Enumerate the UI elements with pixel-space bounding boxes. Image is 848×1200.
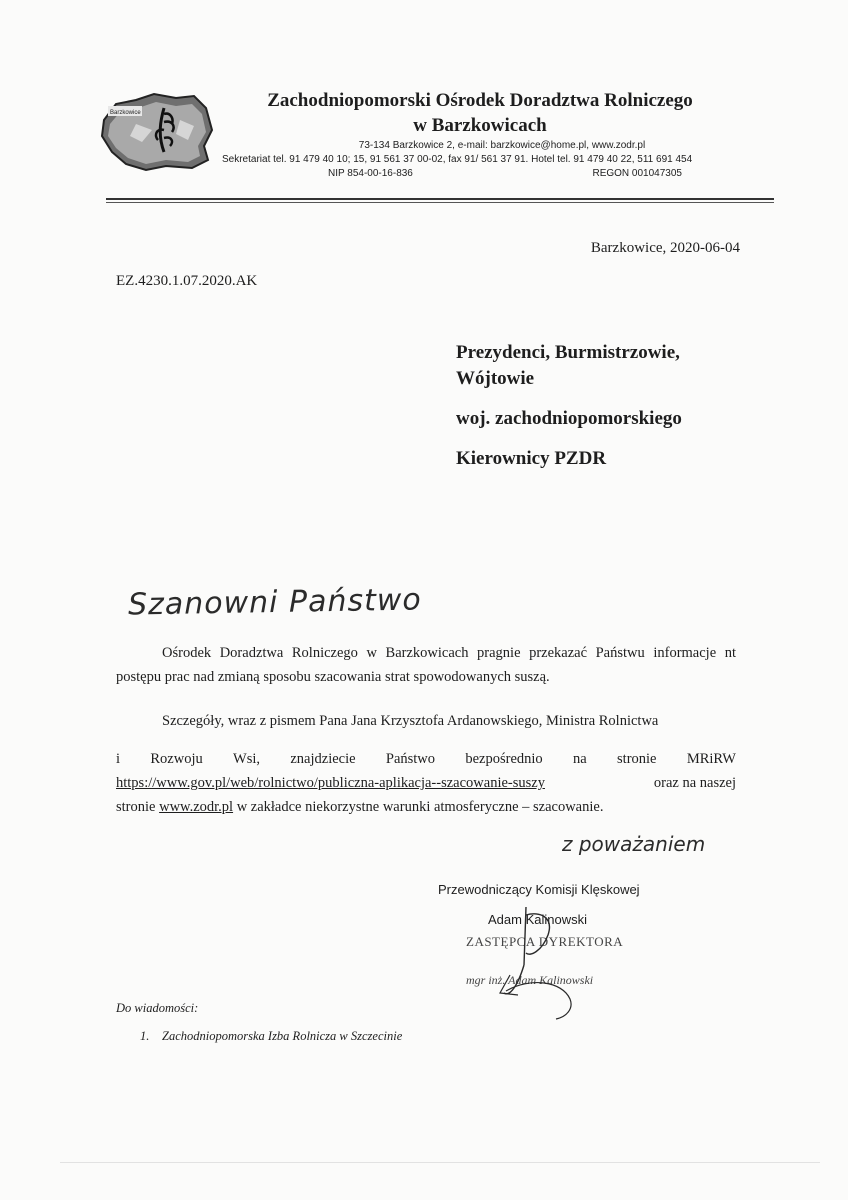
stamp-name: mgr inż. Adam Kalinowski (466, 973, 594, 987)
organization-name-line1: Zachodniopomorski Ośrodek Doradztwa Rolniczego (267, 90, 693, 111)
addressee-line: Kierownicy PZDR (456, 448, 607, 469)
word: bezpośrednio (465, 751, 543, 767)
nip-number: NIP 854-00-16-836 (328, 168, 413, 179)
handwritten-signature (470, 905, 650, 1025)
handwritten-closing: z poważaniem (562, 832, 706, 856)
signatory-title: Przewodniczący Komisji Klęskowej (438, 882, 640, 897)
word: stronie (617, 751, 657, 767)
word: znajdziecie (290, 751, 356, 767)
paragraph-text: oraz na naszej (653, 775, 736, 791)
footer-divider (60, 1162, 820, 1163)
signatory-name: Adam Kalinowski (488, 912, 587, 927)
paragraph-line (116, 747, 736, 771)
header-divider (106, 198, 774, 200)
contact-block (222, 139, 762, 181)
stamp-position: ZASTĘPCA DYREKTORA (466, 934, 624, 949)
address-email-line: 73-134 Barzkowice 2, e-mail: barzkowice@home.pl, www.zodr.pl (358, 140, 646, 151)
word: Rozwoju (150, 751, 203, 767)
zodr-link[interactable]: www.zodr.pl (159, 799, 234, 815)
word: Wsi, (233, 751, 261, 767)
zodr-logo (96, 90, 218, 172)
regon-number: REGON 001047305 (592, 168, 682, 179)
paragraph-text: Szczegóły, wraz z pismem Pana Jana Krzysztofa Ardanowskiego, Ministra Rolnictwa (162, 713, 659, 729)
letter-date: Barzkowice, 2020-06-04 (590, 240, 740, 256)
addressee-line: Prezydenci, Burmistrzowie, (456, 342, 680, 363)
ministry-link[interactable]: https://www.gov.pl/web/rolnictwo/publiczna-aplikacja--szacowanie-suszy (116, 775, 545, 791)
cc-label: Do wiadomości: (116, 1001, 199, 1015)
addressee-block (456, 340, 756, 472)
word: na (573, 751, 587, 767)
body-paragraph-2 (116, 709, 736, 733)
paragraph-line (116, 771, 736, 795)
cc-list-item (140, 1029, 402, 1044)
word: Państwo (385, 751, 436, 767)
body-paragraph-1 (116, 641, 736, 689)
paragraph-text: Ośrodek Doradztwa Rolniczego w Barzkowicach pragnie przekazać Państwu informacje nt postępu prac nad zmianą sposobu szacowania strat spowodowanych suszą. (116, 645, 736, 685)
organization-name (230, 88, 730, 138)
registration-line (222, 167, 762, 181)
header-divider-thin (106, 202, 774, 203)
addressee-line: Wójtowie (456, 368, 535, 389)
addressee-line: woj. zachodniopomorskiego (456, 408, 682, 429)
reference-number: EZ.4230.1.07.2020.AK (116, 273, 258, 289)
paragraph-text: stronie (116, 799, 156, 815)
svg-text:Barzkowice: Barzkowice (110, 110, 141, 116)
cc-item-text: Zachodniopomorska Izba Rolnicza w Szczecinie (162, 1029, 403, 1043)
word: MRiRW (686, 751, 736, 767)
cc-item-number: 1. (140, 1029, 150, 1043)
handwritten-salutation: Szanowni Państwo (127, 582, 423, 623)
word: i (116, 751, 121, 767)
paragraph-text: w zakładce niekorzystne warunki atmosferyczne – szacowanie. (236, 799, 604, 815)
organization-name-line2: w Barzkowicach (413, 115, 547, 136)
paragraph-line (116, 795, 736, 819)
body-paragraph-3 (116, 747, 736, 819)
phone-line: Sekretariat tel. 91 479 40 10; 15, 91 561 37 00-02, fax 91/ 561 37 91. Hotel tel. 91 479 40 22, 511 691 454 (222, 154, 693, 165)
